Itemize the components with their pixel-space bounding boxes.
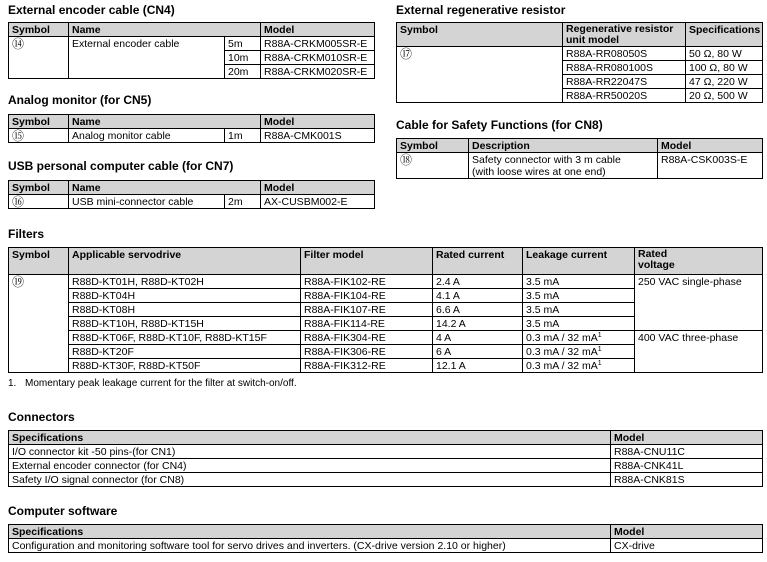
table-row	[9, 195, 375, 209]
table-row	[9, 331, 763, 345]
length-cell: 5m	[225, 37, 261, 51]
rated-current-cell: 6.6 A	[433, 303, 523, 317]
spec-cell: 50 Ω, 80 W	[686, 47, 763, 61]
leakage-current-cell	[523, 331, 635, 345]
servodrive-header: Applicable servodrive	[69, 248, 301, 275]
symbol-header: Symbol	[9, 181, 69, 195]
table-row	[9, 37, 375, 51]
footnote-text: Momentary peak leakage current for the filter at switch-on/off.	[25, 378, 297, 389]
encoder-cable-table	[8, 22, 375, 79]
leakage-current-cell: 3.5 mA	[523, 303, 635, 317]
servodrive-cell: R88D-KT10H, R88D-KT15H	[69, 317, 301, 331]
description-header: Description	[469, 139, 658, 153]
model-cell: R88A-CMK001S	[261, 129, 375, 143]
table-row	[9, 459, 763, 473]
rated-current-header: Rated current	[433, 248, 523, 275]
analog-monitor-heading: Analog monitor (for CN5)	[8, 93, 152, 107]
filter-model-cell: R88A-FIK114-RE	[301, 317, 433, 331]
model-header: Model	[611, 431, 763, 445]
leakage-current-value: 0.3 mA / 32 mA	[526, 346, 598, 358]
filters-heading: Filters	[8, 227, 45, 241]
rated-current-cell: 12.1 A	[433, 359, 523, 373]
rated-current-cell: 2.4 A	[433, 275, 523, 289]
model-cell: R88A-CNU11C	[611, 445, 763, 459]
leakage-current-header: Leakage current	[523, 248, 635, 275]
software-table	[8, 524, 763, 553]
leakage-current-value: 0.3 mA / 32 mA	[526, 360, 598, 372]
symbol-cell: ⑱	[397, 153, 469, 179]
rated-voltage-cell: 400 VAC three-phase	[635, 331, 763, 373]
usb-cable-heading: USB personal computer cable (for CN7)	[8, 159, 234, 173]
usb-cable-table	[8, 180, 375, 209]
filter-model-header: Filter model	[301, 248, 433, 275]
leakage-current-cell: 3.5 mA	[523, 317, 635, 331]
table-header-row	[9, 431, 763, 445]
table-row	[9, 539, 763, 553]
servodrive-cell: R88D-KT06F, R88D-KT10F, R88D-KT15F	[69, 331, 301, 345]
footnote-number: 1.	[8, 378, 17, 389]
servodrive-cell: R88D-KT08H	[69, 303, 301, 317]
encoder-cable-heading: External encoder cable (CN4)	[8, 3, 175, 17]
symbol-cell: ⑰	[397, 47, 563, 103]
servodrive-cell: R88D-KT30F, R88D-KT50F	[69, 359, 301, 373]
table-header-row	[9, 248, 763, 275]
model-header: Model	[658, 139, 763, 153]
name-cell: External encoder cable	[69, 37, 225, 79]
name-header: Name	[69, 115, 261, 129]
leakage-current-cell	[523, 345, 635, 359]
symbol-cell: ⑲	[9, 275, 69, 373]
leakage-current-cell	[523, 359, 635, 373]
description-line: (with loose wires at one end)	[472, 166, 606, 178]
filters-table	[8, 247, 763, 373]
name-header: Name	[69, 181, 261, 195]
table-header-row	[9, 525, 763, 539]
rated-current-cell: 4 A	[433, 331, 523, 345]
regen-resistor-table	[396, 22, 763, 103]
symbol-header: Symbol	[9, 23, 69, 37]
filter-model-cell: R88A-FIK102-RE	[301, 275, 433, 289]
length-cell: 10m	[225, 51, 261, 65]
symbol-header: Symbol	[9, 115, 69, 129]
filter-model-cell: R88A-FIK306-RE	[301, 345, 433, 359]
specifications-header: Specifications	[9, 431, 611, 445]
analog-monitor-table	[8, 114, 375, 143]
symbol-cell: ⑯	[9, 195, 69, 209]
spec-cell: 100 Ω, 80 W	[686, 61, 763, 75]
symbol-header: Symbol	[9, 248, 69, 275]
servodrive-cell: R88D-KT20F	[69, 345, 301, 359]
table-header-row	[397, 23, 763, 47]
filter-model-cell: R88A-FIK107-RE	[301, 303, 433, 317]
length-cell: 1m	[225, 129, 261, 143]
model-header: Model	[261, 23, 375, 37]
footnote-mark: 1	[597, 332, 602, 339]
description-line: Safety connector with 3 m cable	[472, 154, 621, 166]
model-cell: R88A-CRKM010SR-E	[261, 51, 375, 65]
model-cell: R88A-CRKM005SR-E	[261, 37, 375, 51]
filter-model-cell: R88A-FIK304-RE	[301, 331, 433, 345]
length-cell: 20m	[225, 65, 261, 79]
filter-model-cell: R88A-FIK104-RE	[301, 289, 433, 303]
specifications-header: Specifications	[9, 525, 611, 539]
table-header-row	[9, 23, 375, 37]
name-cell: USB mini-connector cable	[69, 195, 225, 209]
model-cell: CX-drive	[611, 539, 763, 553]
model-cell: R88A-RR08050S	[563, 47, 686, 61]
model-header: Model	[261, 115, 375, 129]
rated-voltage-header	[635, 248, 763, 275]
leakage-current-cell: 3.5 mA	[523, 289, 635, 303]
footnote-mark: 1	[597, 346, 602, 353]
spec-cell: External encoder connector (for CN4)	[9, 459, 611, 473]
model-cell: R88A-CSK003S-E	[658, 153, 763, 179]
table-row	[397, 47, 763, 61]
connectors-table	[8, 430, 763, 487]
description-cell	[469, 153, 658, 179]
model-header: Model	[261, 181, 375, 195]
specifications-header: Specifications	[686, 23, 763, 47]
name-header: Name	[69, 23, 261, 37]
connectors-heading: Connectors	[8, 410, 75, 424]
model-cell: R88A-RR080100S	[563, 61, 686, 75]
leakage-current-cell: 3.5 mA	[523, 275, 635, 289]
model-cell: AX-CUSBM002-E	[261, 195, 375, 209]
spec-cell: Safety I/O signal connector (for CN8)	[9, 473, 611, 487]
length-cell: 2m	[225, 195, 261, 209]
spec-cell: 20 Ω, 500 W	[686, 89, 763, 103]
rated-voltage-header-label: Rated voltage	[638, 248, 675, 271]
leakage-current-value: 0.3 mA / 32 mA	[526, 332, 598, 344]
software-heading: Computer software	[8, 504, 118, 518]
name-cell: Analog monitor cable	[69, 129, 225, 143]
spec-cell: Configuration and monitoring software tool for servo drives and inverters. (CX-drive version 2.10 or higher)	[9, 539, 611, 553]
rated-voltage-cell: 250 VAC single-phase	[635, 275, 763, 331]
spec-cell: 47 Ω, 220 W	[686, 75, 763, 89]
safety-cable-table	[396, 138, 763, 179]
model-header: Model	[611, 525, 763, 539]
footnote-mark: 1	[597, 360, 602, 367]
filter-model-cell: R88A-FIK312-RE	[301, 359, 433, 373]
table-row	[9, 275, 763, 289]
symbol-cell: ⑭	[9, 37, 69, 79]
regen-resistor-heading: External regenerative resistor	[396, 3, 566, 17]
symbol-header: Symbol	[397, 139, 469, 153]
footnote	[8, 378, 297, 390]
spec-cell: I/O connector kit -50 pins-(for CN1)	[9, 445, 611, 459]
table-header-row	[397, 139, 763, 153]
rated-current-cell: 14.2 A	[433, 317, 523, 331]
table-row	[9, 445, 763, 459]
table-row	[9, 473, 763, 487]
rated-current-cell: 4.1 A	[433, 289, 523, 303]
rated-current-cell: 6 A	[433, 345, 523, 359]
servodrive-cell: R88D-KT04H	[69, 289, 301, 303]
model-cell: R88A-RR22047S	[563, 75, 686, 89]
model-cell: R88A-CNK81S	[611, 473, 763, 487]
table-row	[397, 153, 763, 179]
model-cell: R88A-CRKM020SR-E	[261, 65, 375, 79]
symbol-header: Symbol	[397, 23, 563, 47]
safety-cable-heading: Cable for Safety Functions (for CN8)	[396, 118, 603, 132]
table-header-row	[9, 115, 375, 129]
symbol-cell: ⑮	[9, 129, 69, 143]
table-row	[9, 129, 375, 143]
model-cell: R88A-RR50020S	[563, 89, 686, 103]
table-header-row	[9, 181, 375, 195]
model-cell: R88A-CNK41L	[611, 459, 763, 473]
servodrive-cell: R88D-KT01H, R88D-KT02H	[69, 275, 301, 289]
unit-model-header: Regenerative resistor unit model	[563, 23, 686, 47]
